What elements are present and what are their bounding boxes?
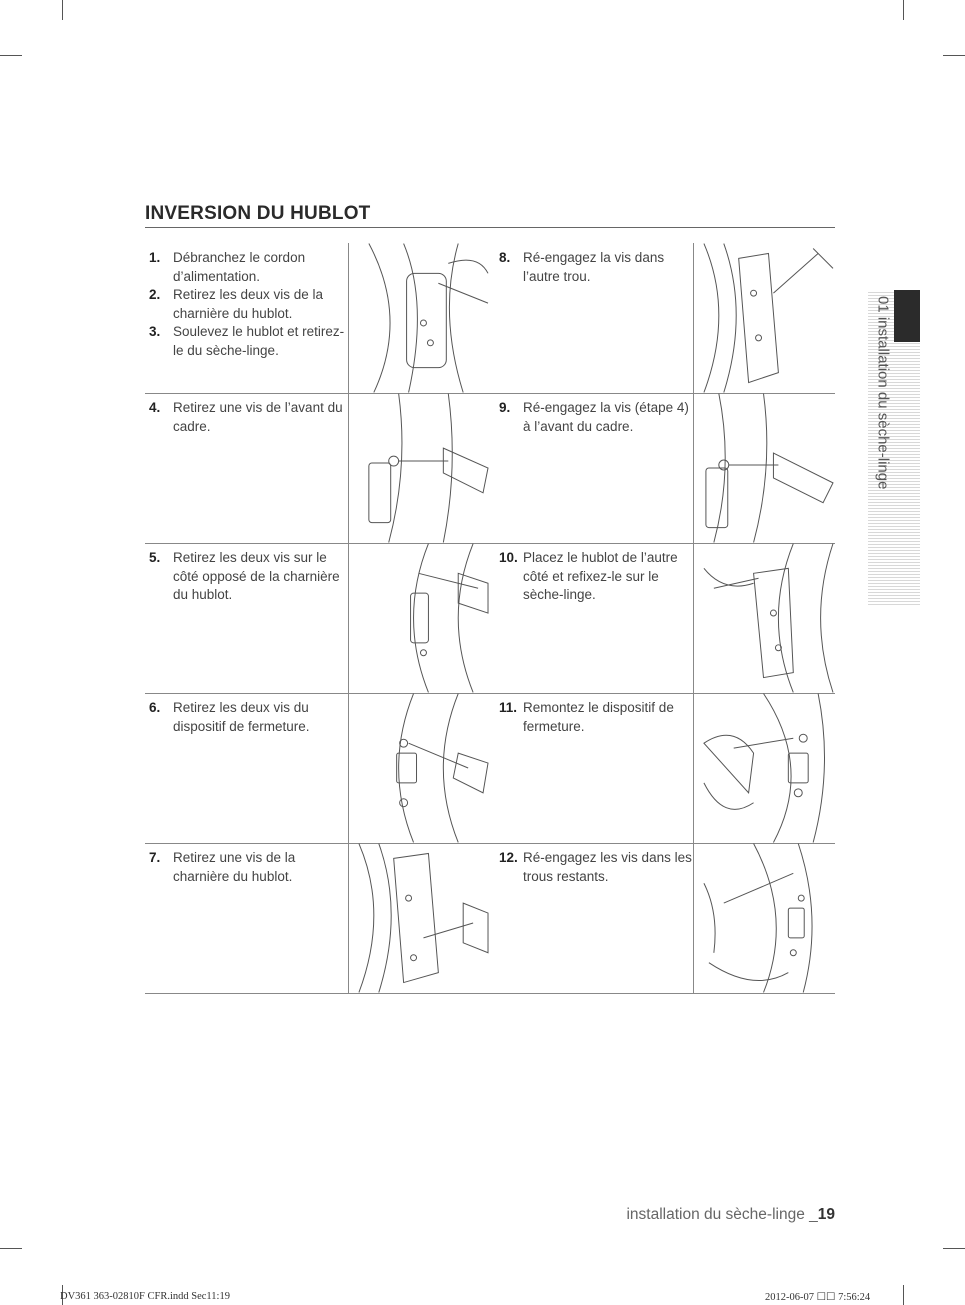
crop-mark: [62, 0, 63, 20]
step-number: 2.: [149, 287, 161, 302]
steps-grid: [145, 243, 835, 993]
step-text: Ré-engagez la vis dans l’autre trou.: [523, 250, 665, 284]
side-tab-label-box: [872, 296, 894, 596]
step-number: 3.: [149, 324, 161, 339]
crop-mark: [943, 1248, 965, 1249]
step-text: Débranchez le cordon d’alimentation.: [173, 250, 306, 284]
step-item: [145, 549, 345, 605]
step-item: [145, 286, 345, 323]
step-item: [145, 699, 345, 736]
step-number: 4.: [149, 400, 161, 415]
page-number: 19: [817, 1206, 835, 1223]
step-item: [145, 399, 345, 436]
step-item: [145, 849, 345, 886]
step-text: Retirez les deux vis de la charnière du hublot.: [173, 287, 324, 321]
step-text: Ré-engagez les vis dans les trous restants.: [523, 850, 692, 884]
step-illustration: [348, 543, 490, 693]
step-text: Remontez le dispositif de fermeture.: [523, 700, 674, 734]
step-illustration: [693, 243, 835, 393]
footer-section: installation du sèche-linge _: [626, 1206, 818, 1223]
steps-right-cell: [495, 249, 695, 286]
side-tab-label: 01 installation du sèche-linge: [874, 296, 892, 490]
crop-mark: [903, 0, 904, 20]
step-illustration: [348, 243, 490, 393]
step-illustration: [348, 843, 490, 993]
step-number: 12.: [499, 850, 518, 865]
step-number: 5.: [149, 550, 161, 565]
step-text: Placez le hublot de l’autre côté et refixez-le sur le sèche-linge.: [523, 550, 678, 602]
print-slug-file: DV361 363-02810F CFR.indd Sec11:19: [60, 1291, 230, 1302]
steps-right-cell: [495, 549, 695, 605]
crop-mark: [0, 1248, 22, 1249]
steps-left-cell: [145, 549, 345, 605]
step-illustration: [693, 693, 835, 843]
print-slug-date: 2012-06-07 ☐☐ 7:56:24: [765, 1292, 871, 1303]
steps-left-cell: [145, 849, 345, 886]
steps-row: [145, 693, 835, 844]
steps-right-cell: [495, 849, 695, 886]
step-number: 11.: [499, 700, 518, 715]
page-footer: [626, 1206, 835, 1224]
steps-right-cell: [495, 699, 695, 736]
page-title: INVERSION DU HUBLOT: [145, 203, 371, 224]
step-number: 6.: [149, 700, 161, 715]
step-illustration: [693, 393, 835, 543]
crop-mark: [903, 1285, 904, 1305]
step-item: [495, 549, 695, 605]
step-text: Retirez une vis de la charnière du hublot.: [173, 850, 296, 884]
steps-row: [145, 393, 835, 544]
step-number: 10.: [499, 550, 518, 565]
step-illustration: [693, 543, 835, 693]
step-item: [495, 849, 695, 886]
crop-mark: [943, 55, 965, 56]
step-illustration: [693, 843, 835, 993]
step-text: Retirez les deux vis sur le côté opposé de la charnière du hublot.: [173, 550, 340, 602]
step-illustration: [348, 693, 490, 843]
steps-row: [145, 843, 835, 994]
step-text: Soulevez le hublot et retirez-le du sèche-linge.: [173, 324, 345, 358]
step-item: [495, 699, 695, 736]
steps-left-cell: [145, 399, 345, 436]
step-text: Ré-engagez la vis (étape 4) à l’avant du cadre.: [523, 400, 689, 434]
steps-row: [145, 543, 835, 694]
step-number: 9.: [499, 400, 511, 415]
step-number: 8.: [499, 250, 511, 265]
steps-right-cell: [495, 399, 695, 436]
steps-left-cell: [145, 699, 345, 736]
chapter-side-tab: [868, 290, 920, 605]
step-item: [145, 323, 345, 360]
steps-row: [145, 243, 835, 394]
step-number: 1.: [149, 250, 161, 265]
side-tab-marker: [894, 290, 920, 342]
step-illustration: [348, 393, 490, 543]
steps-left-cell: [145, 249, 345, 360]
step-item: [495, 399, 695, 436]
step-item: [495, 249, 695, 286]
step-item: [145, 249, 345, 286]
step-text: Retirez les deux vis du dispositif de fermeture.: [173, 700, 310, 734]
step-text: Retirez une vis de l’avant du cadre.: [173, 400, 343, 434]
step-number: 7.: [149, 850, 161, 865]
crop-mark: [0, 55, 22, 56]
title-divider: [145, 227, 835, 228]
